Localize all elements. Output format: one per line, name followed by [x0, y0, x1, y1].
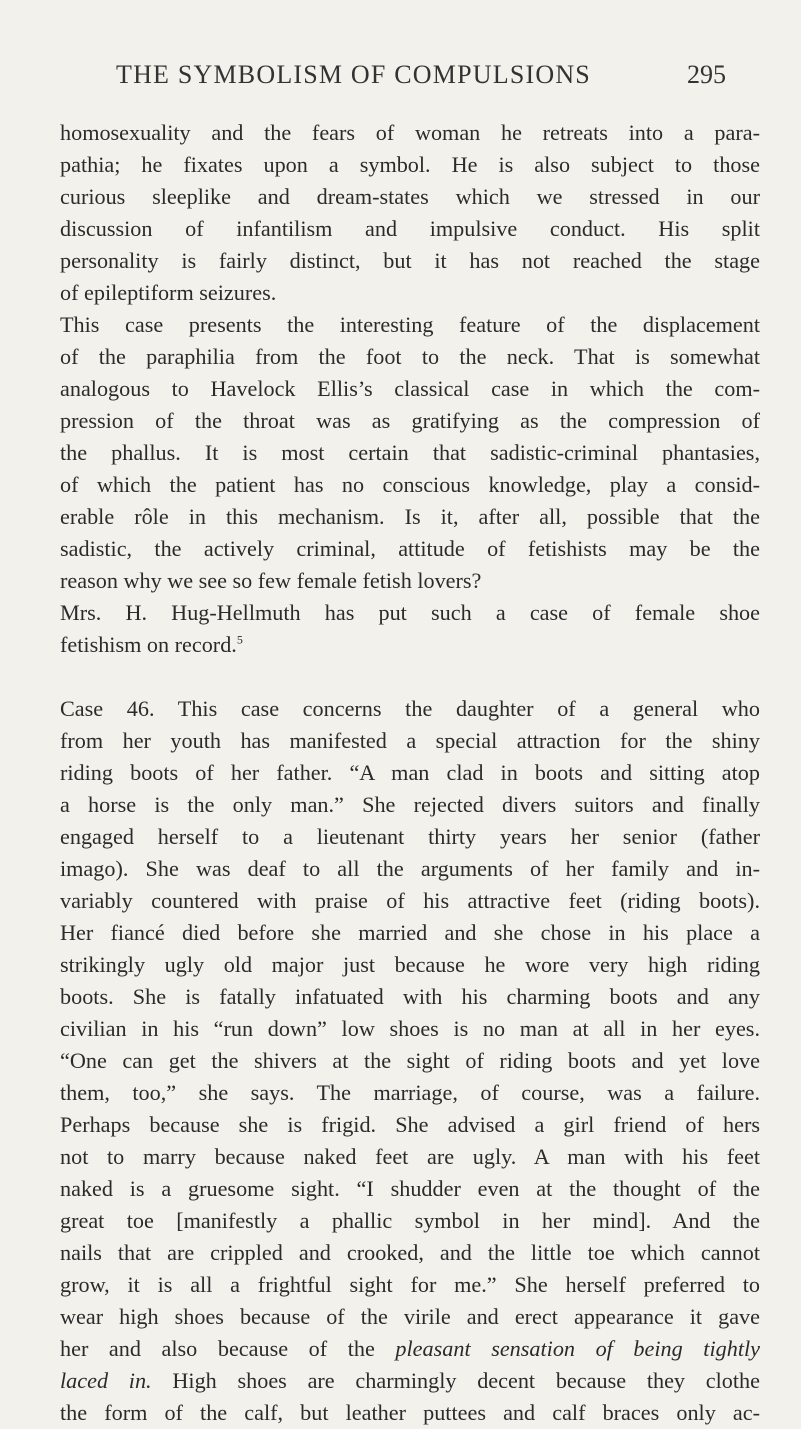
- text-line: a horse is the only man.” She rejected divers suitors and finally: [60, 792, 760, 817]
- italic-phrase: laced in.: [60, 1368, 152, 1393]
- text-line: reason why we see so few female fetish lovers?: [60, 568, 482, 593]
- text-line: Case 46. This case concerns the daughter of a general who: [60, 696, 760, 721]
- paragraph-gap: [60, 661, 760, 693]
- text-line-body: her and also because of the: [60, 1336, 375, 1361]
- text-line: from her youth has manifested a special attraction for the shiny: [60, 728, 760, 753]
- text-line: curious sleeplike and dream-states which we stressed in our: [60, 184, 760, 209]
- text-line: erable rôle in this mechanism. Is it, after all, possible that the: [60, 504, 760, 529]
- footnote-marker: 5: [236, 632, 243, 647]
- text-line: pression of the throat was as gratifying as the compression of: [60, 408, 760, 433]
- paragraph-2: [60, 309, 760, 597]
- text-line: variably countered with praise of his attractive feet (riding boots).: [60, 888, 760, 913]
- text-line: pathia; he fixates upon a symbol. He is also subject to those: [60, 152, 760, 177]
- paragraph-1: [60, 117, 760, 309]
- text-line: homosexuality and the fears of woman he retreats into a para-: [60, 120, 760, 145]
- paragraph-3: [60, 597, 760, 661]
- text-line: naked is a gruesome sight. “I shudder even at the thought of the: [60, 1176, 760, 1201]
- text-line: engaged herself to a lieutenant thirty years her senior (father: [60, 824, 760, 849]
- italic-phrase: pleasant sensation of being tightly: [395, 1336, 760, 1361]
- text-line: wear high shoes because of the virile and erect appearance it gave: [60, 1304, 760, 1329]
- page-header: [116, 60, 726, 100]
- text-line: riding boots of her father. “A man clad in boots and sitting atop: [60, 760, 760, 785]
- body-text: [60, 117, 760, 1429]
- text-line: [60, 1333, 760, 1365]
- text-line: discussion of infantilism and impulsive conduct. His split: [60, 216, 760, 241]
- text-line: of which the patient has no conscious knowledge, play a consid-: [60, 472, 760, 497]
- text-line: sadistic, the actively criminal, attitude of fetishists may be the: [60, 536, 760, 561]
- text-line: them, too,” she says. The marriage, of course, was a failure.: [60, 1080, 760, 1105]
- text-line: Mrs. H. Hug-Hellmuth has put such a case of female shoe: [60, 600, 760, 625]
- running-title: THE SYMBOLISM OF COMPULSIONS: [116, 60, 591, 89]
- text-line: strikingly ugly old major just because he wore very high riding: [60, 952, 760, 977]
- text-line-body: High shoes are charmingly decent because they clothe: [172, 1368, 760, 1393]
- text-line: not to marry because naked feet are ugly. A man with his feet: [60, 1144, 760, 1169]
- text-line: “One can get the shivers at the sight of riding boots and yet love: [60, 1048, 760, 1073]
- page-number: 295: [687, 60, 726, 89]
- text-line: imago). She was deaf to all the arguments of her family and in-: [60, 856, 760, 881]
- text-line: analogous to Havelock Ellis’s classical case in which the com-: [60, 376, 760, 401]
- text-line: [60, 629, 760, 661]
- text-line: Her fiancé died before she married and she chose in his place a: [60, 920, 760, 945]
- text-line-body: fetishism on record.: [60, 632, 237, 657]
- text-line: civilian in his “run down” low shoes is no man at all in her eyes.: [60, 1016, 760, 1041]
- text-line: boots. She is fatally infatuated with his charming boots and any: [60, 984, 760, 1009]
- text-line: of epileptiform seizures.: [60, 280, 277, 305]
- text-line: This case presents the interesting feature of the displacement: [60, 312, 760, 337]
- text-line: nails that are crippled and crooked, and the little toe which cannot: [60, 1240, 760, 1265]
- text-line: [60, 1365, 760, 1397]
- text-line: great toe [manifestly a phallic symbol in her mind]. And the: [60, 1208, 760, 1233]
- text-line: Perhaps because she is frigid. She advised a girl friend of hers: [60, 1112, 760, 1137]
- text-line: grow, it is all a frightful sight for me.” She herself preferred to: [60, 1272, 760, 1297]
- text-line: personality is fairly distinct, but it has not reached the stage: [60, 248, 760, 273]
- text-line: the phallus. It is most certain that sadistic-criminal phantasies,: [60, 440, 760, 465]
- text-line: of the paraphilia from the foot to the neck. That is somewhat: [60, 344, 760, 369]
- paragraph-case-46: [60, 693, 760, 1429]
- text-line: the form of the calf, but leather puttees and calf braces only ac-: [60, 1400, 760, 1425]
